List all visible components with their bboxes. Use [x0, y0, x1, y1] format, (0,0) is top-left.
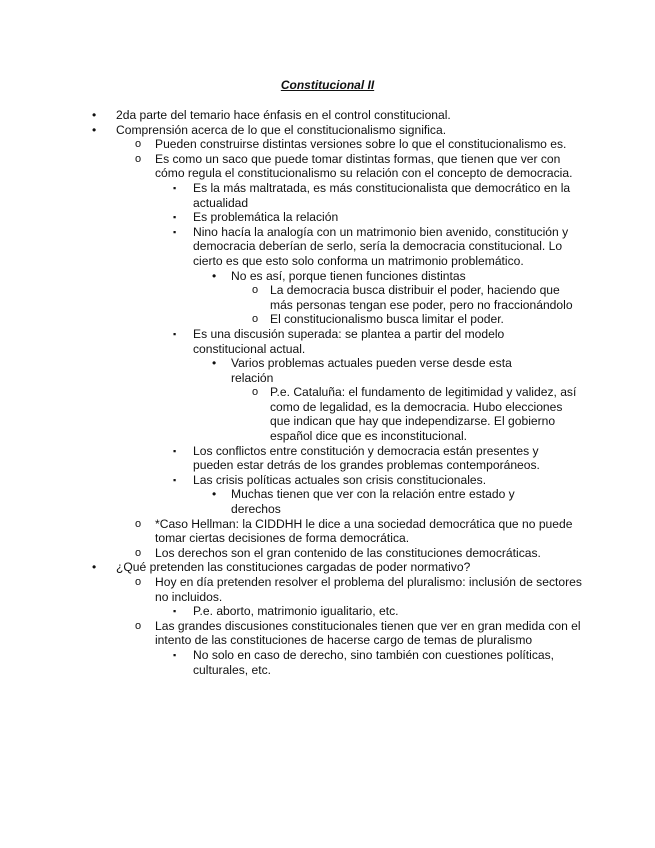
circle-bullet-icon: o: [135, 517, 142, 530]
sublist: [0, 283, 655, 327]
list-item: [0, 137, 655, 152]
circle-bullet-icon: o: [135, 576, 142, 588]
list-item: [0, 560, 655, 677]
square-bullet-icon: ▪: [173, 212, 177, 223]
list-item: [0, 108, 655, 123]
list-item-text: P.e. aborto, matrimonio igualitario, etc.: [193, 604, 399, 619]
sublist: [0, 604, 655, 619]
list-item-text: Es la más maltratada, es más constitucionalista que democrático en la actualidad: [193, 180, 571, 210]
list-item: [0, 123, 655, 561]
list-item: [0, 225, 655, 327]
list-item-text: Pueden construirse distintas versiones sobre lo que el constitucionalismo es.: [155, 137, 567, 152]
list-item-text: ¿Qué pretenden las constituciones cargadas de poder normativo?: [116, 560, 471, 575]
list-item-text: Los conflictos entre constitución y democracia están presentes y pueden estar detrás de los grandes problemas contemporáneos.: [193, 443, 540, 473]
list-item-text: No solo en caso de derecho, sino también con cuestiones políticas, culturales, etc.: [193, 647, 555, 677]
square-bullet-icon: ▪: [173, 445, 177, 456]
bullet-icon: •: [212, 356, 217, 371]
list-item-text: *Caso Hellman: la CIDDHH le dice a una sociedad democrática que no puede tomar ciertas decisiones de forma democrática.: [155, 516, 573, 546]
list-item-text: Hoy en día pretenden resolver el problema del pluralismo: inclusión de sectores no incluidos.: [155, 575, 582, 604]
list-item: [0, 356, 655, 444]
circle-bullet-icon: o: [252, 313, 259, 326]
list-item: [0, 152, 655, 517]
square-bullet-icon: ▪: [173, 182, 177, 193]
list-item-text: Muchas tienen que ver con la relación entre estado y derechos: [231, 487, 515, 517]
list-item-text: Los derechos son el gran contenido de las constituciones democráticas.: [155, 545, 541, 560]
sublist: [0, 385, 655, 443]
square-bullet-icon: ▪: [173, 226, 177, 237]
list-item-text: Es como un saco que puede tomar distintas formas, que tienen que ver con cómo regula el constitucionalismo su relación con el concepto de democracia.: [155, 151, 573, 181]
list-item: [0, 648, 655, 677]
square-bullet-icon: ▪: [173, 328, 177, 339]
sublist: [0, 269, 655, 327]
list-item: [0, 517, 655, 546]
list-item: [0, 312, 655, 327]
circle-bullet-icon: o: [135, 619, 142, 632]
bullet-icon: •: [212, 487, 217, 502]
list-item: [0, 283, 655, 312]
circle-bullet-icon: o: [252, 386, 259, 399]
bullet-icon: •: [212, 268, 217, 283]
sublist: [0, 487, 655, 516]
outline-list: [0, 108, 655, 677]
sublist: [0, 575, 655, 677]
list-item-text: La democracia busca distribuir el poder, haciendo que más personas tengan ese poder, pero no fraccionándolo: [270, 283, 573, 312]
circle-bullet-icon: o: [135, 138, 142, 151]
list-item-text: P.e. Cataluña: el fundamento de legitimidad y validez, así como de legalidad, es la democracia. Hubo elecciones que indican que hay que independizarse. El gobierno español dice que es inconstitucional.: [270, 385, 577, 444]
list-item: [0, 181, 655, 210]
list-item-text: Las grandes discusiones constitucionales tienen que ver en gran medida con el intento de las constituciones de hacerse cargo de temas de pluralismo: [155, 618, 581, 648]
list-item-text: Es una discusión superada: se plantea a partir del modelo constitucional actual.: [193, 326, 505, 356]
square-bullet-icon: ▪: [173, 474, 177, 485]
list-item: [0, 604, 655, 619]
square-bullet-icon: ▪: [173, 606, 177, 617]
sublist: [0, 137, 655, 560]
list-item-text: El constitucionalismo busca limitar el poder.: [270, 312, 504, 327]
list-item-text: No es así, porque tienen funciones distintas: [231, 268, 466, 283]
list-item: [0, 473, 655, 517]
list-item-text: Comprensión acerca de lo que el constitucionalismo significa.: [116, 122, 447, 137]
circle-bullet-icon: o: [252, 284, 259, 297]
sublist: [0, 356, 655, 444]
circle-bullet-icon: o: [135, 152, 142, 165]
list-item: [0, 546, 655, 561]
list-item: [0, 327, 655, 444]
list-item-text: Las crisis políticas actuales son crisis constitucionales.: [193, 472, 487, 487]
list-item: [0, 619, 655, 677]
list-item: [0, 575, 655, 619]
list-item-text: Varios problemas actuales pueden verse desde esta relación: [231, 356, 512, 385]
list-item-text: Es problemática la relación: [193, 210, 339, 225]
sublist: [0, 181, 655, 517]
list-item: [0, 210, 655, 225]
sublist: [0, 648, 655, 677]
square-bullet-icon: ▪: [173, 649, 177, 660]
circle-bullet-icon: o: [135, 546, 142, 559]
list-item: [0, 269, 655, 327]
list-item: [0, 385, 655, 443]
bullet-icon: •: [92, 560, 97, 575]
page-title: Constitucional II: [280, 78, 375, 92]
list-item: [0, 487, 655, 516]
list-item: [0, 444, 655, 473]
list-item-text: 2da parte del temario hace énfasis en el control constitucional.: [116, 108, 451, 122]
bullet-icon: •: [92, 122, 97, 137]
bullet-icon: •: [92, 108, 97, 122]
list-item-text: Nino hacía la analogía con un matrimonio bien avenido, constitución y democracia deberían de serlo, sería la democracia constitucional. Lo cierto es que esto solo conforma un matrimonio problemático.: [193, 224, 569, 268]
